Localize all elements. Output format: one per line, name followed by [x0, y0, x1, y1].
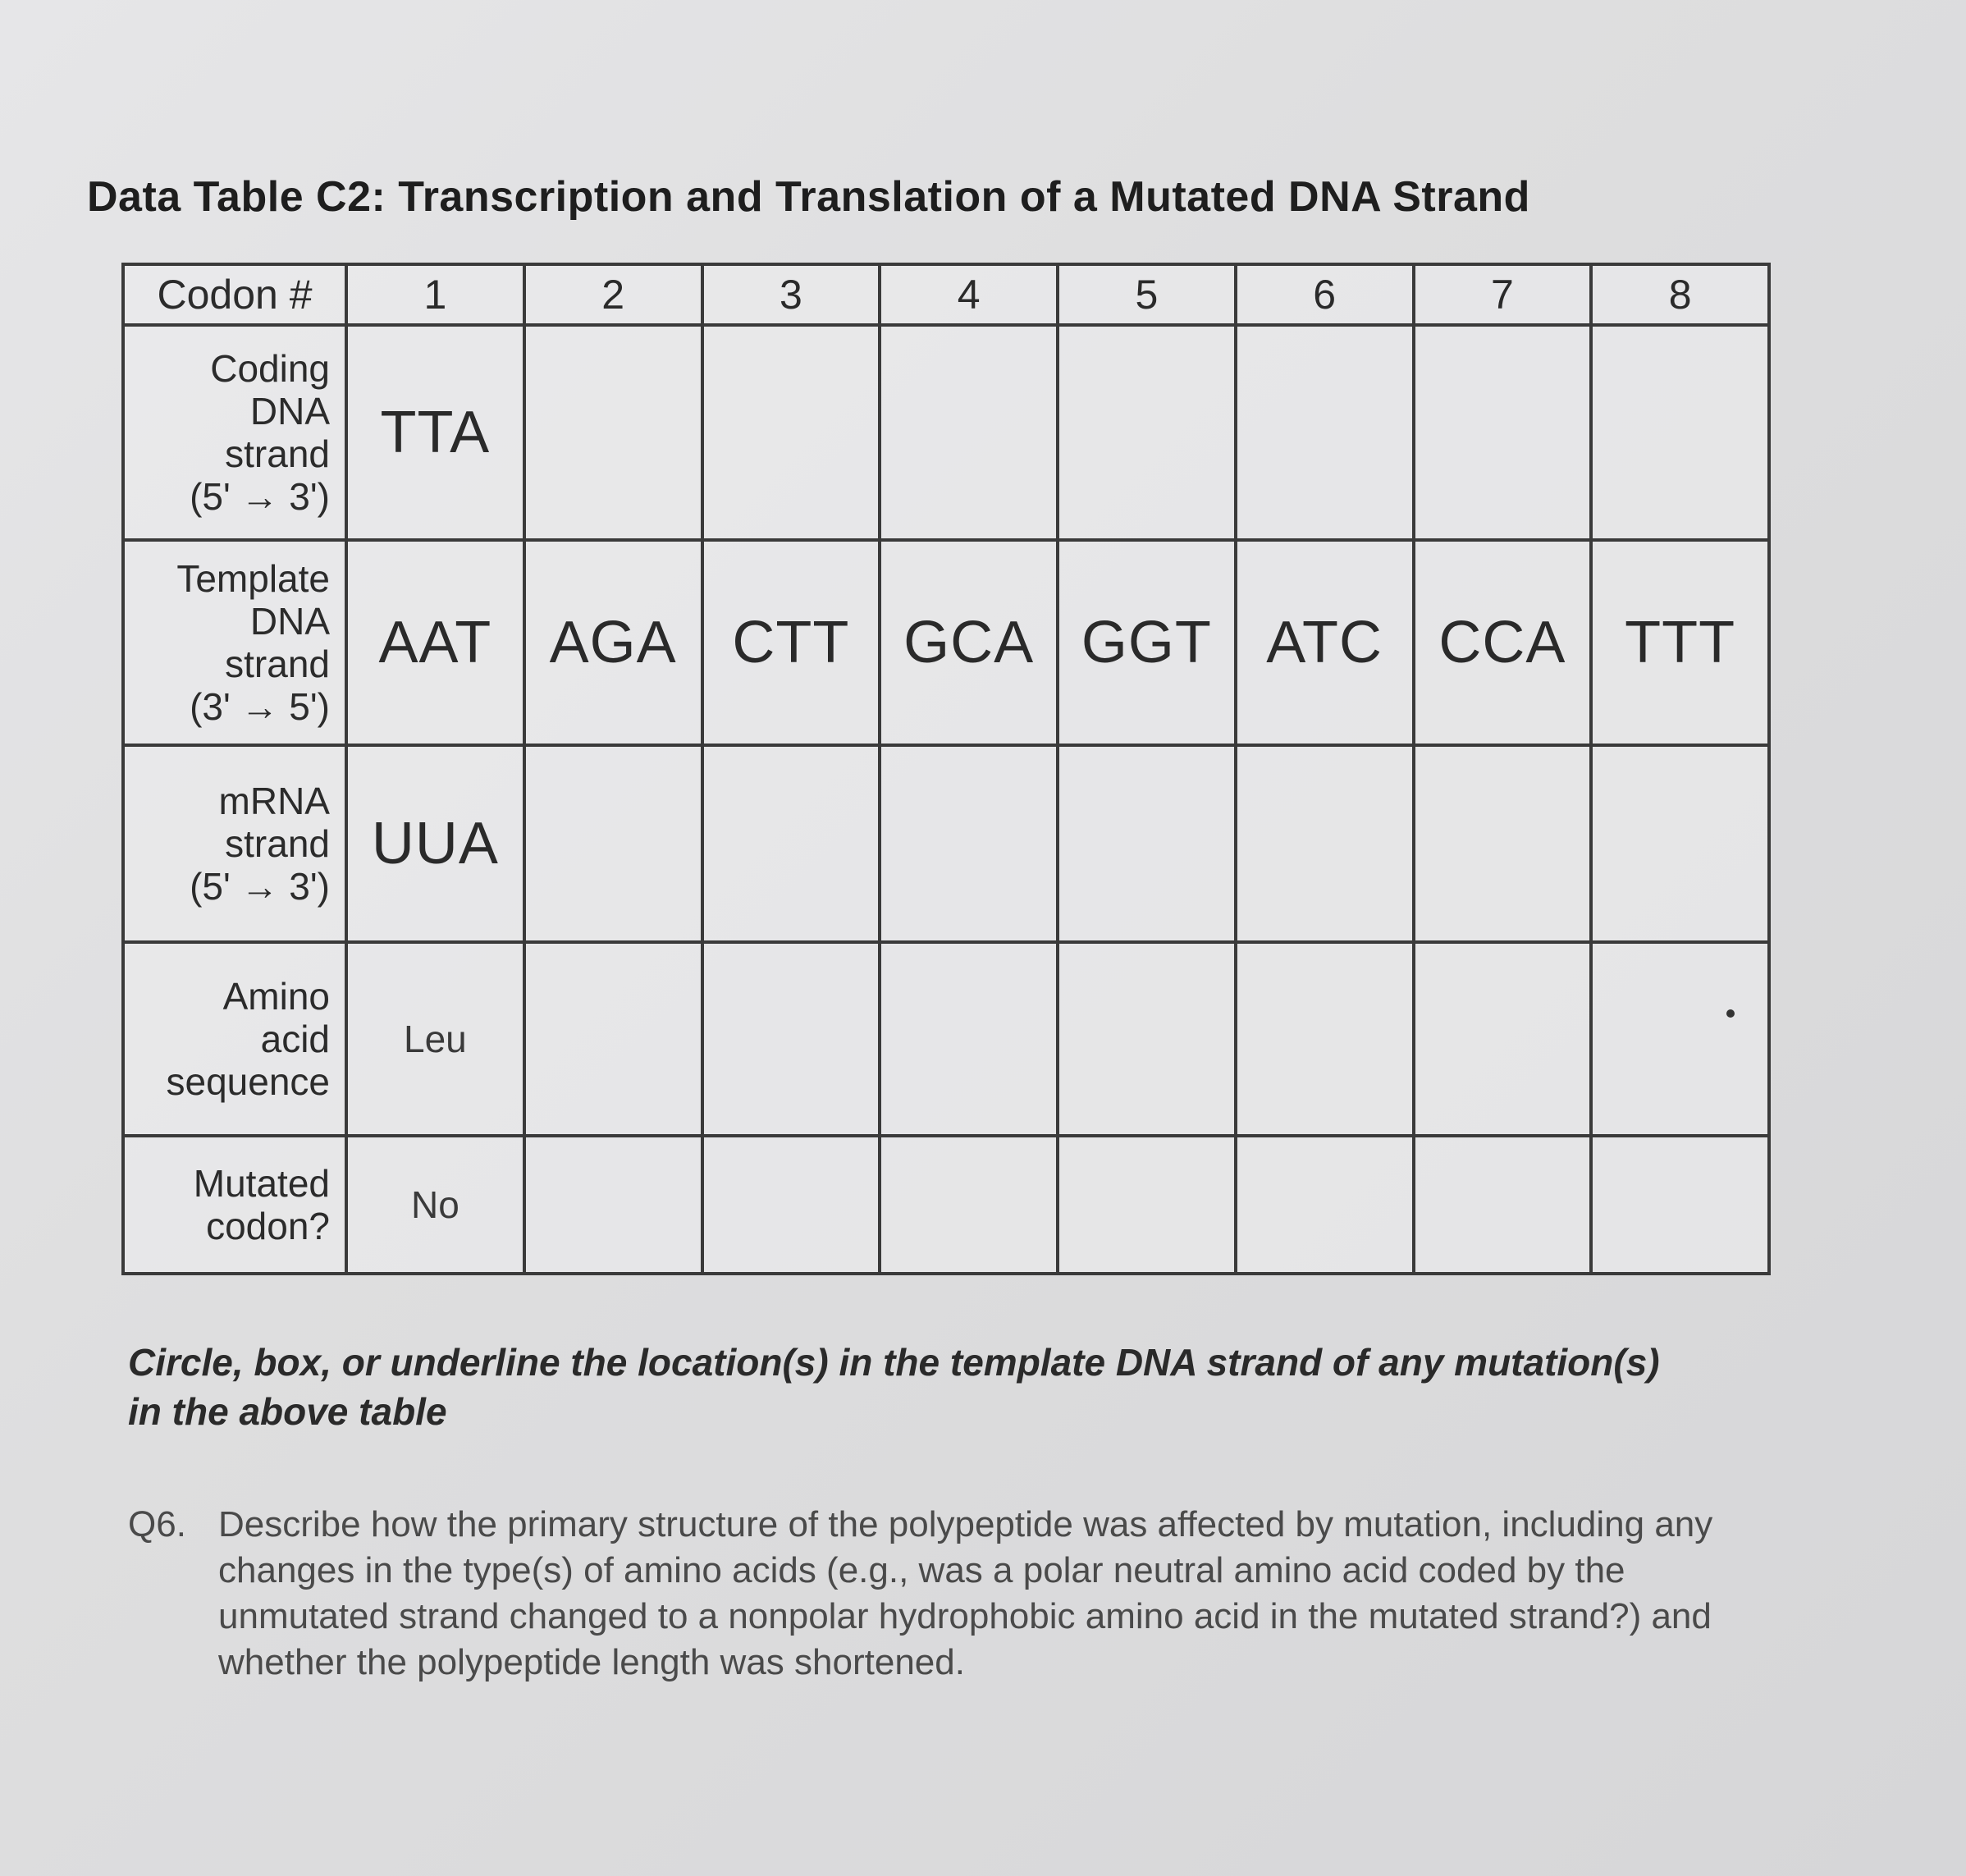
coding-dna-label: Coding DNA strand (5' → 3'): [123, 325, 346, 540]
coding-dna-codon-6[interactable]: [1236, 325, 1414, 540]
mutated-codon-7[interactable]: [1414, 1136, 1592, 1274]
mutated-codon-1[interactable]: No: [346, 1136, 524, 1274]
amino-acid-6[interactable]: [1236, 942, 1414, 1136]
mrna-label: mRNA strand (5' → 3'): [123, 745, 346, 942]
coding-dna-codon-1[interactable]: TTA: [346, 325, 524, 540]
amino-acid-label: Amino acid sequence: [123, 942, 346, 1136]
mutated-codon-5[interactable]: [1058, 1136, 1236, 1274]
coding-dna-row: [123, 325, 1769, 540]
coding-dna-codon-4[interactable]: [880, 325, 1058, 540]
mrna-codon-8[interactable]: [1591, 745, 1769, 942]
mrna-codon-2[interactable]: [524, 745, 702, 942]
amino-acid-1[interactable]: Leu: [346, 942, 524, 1136]
coding-dna-codon-7[interactable]: [1414, 325, 1592, 540]
coding-dna-codon-5[interactable]: [1058, 325, 1236, 540]
instruction-text: Circle, box, or underline the location(s) in the template DNA strand of any mutation(s) in the above table: [128, 1341, 1660, 1433]
amino-acid-4[interactable]: [880, 942, 1058, 1136]
header-row: [123, 264, 1769, 325]
template-dna-codon-3[interactable]: CTT: [702, 540, 880, 745]
mutated-codon-2[interactable]: [524, 1136, 702, 1274]
amino-acid-row: [123, 942, 1769, 1136]
question-text: Describe how the primary structure of the polypeptide was affected by mutation, including any changes in the type(s) of amino acids (e.g., was a polar neutral amino acid coded by the unmutated strand changed to a nonpolar hydrophobic amino acid in the mutated strand?) and whether the polypeptide length was shortened.: [218, 1504, 1713, 1682]
template-dna-codon-5[interactable]: GGT: [1058, 540, 1236, 745]
codon-number-7: 7: [1414, 264, 1592, 325]
codon-number-8: 8: [1591, 264, 1769, 325]
codon-number-6: 6: [1236, 264, 1414, 325]
pen-mark: [1726, 1009, 1735, 1018]
codon-number-4: 4: [880, 264, 1058, 325]
mrna-codon-1[interactable]: UUA: [346, 745, 524, 942]
template-dna-codon-4[interactable]: GCA: [880, 540, 1058, 745]
question-number: Q6.: [128, 1504, 186, 1544]
coding-dna-codon-3[interactable]: [702, 325, 880, 540]
worksheet: [57, 156, 1887, 1814]
mutated-codon-6[interactable]: [1236, 1136, 1414, 1274]
codon-number-5: 5: [1058, 264, 1236, 325]
codon-number-2: 2: [524, 264, 702, 325]
template-dna-codon-2[interactable]: AGA: [524, 540, 702, 745]
codon-header-label: Codon #: [123, 264, 346, 325]
mrna-codon-5[interactable]: [1058, 745, 1236, 942]
template-dna-codon-6[interactable]: ATC: [1236, 540, 1414, 745]
mrna-codon-6[interactable]: [1236, 745, 1414, 942]
template-dna-label: Template DNA strand (3' → 5'): [123, 540, 346, 745]
codon-number-3: 3: [702, 264, 880, 325]
question-6: [128, 1502, 1736, 1686]
template-dna-row: [123, 540, 1769, 745]
mrna-row: [123, 745, 1769, 942]
mutated-codon-label: Mutated codon?: [123, 1136, 346, 1274]
amino-acid-8[interactable]: [1591, 942, 1769, 1136]
amino-acid-2[interactable]: [524, 942, 702, 1136]
mrna-codon-3[interactable]: [702, 745, 880, 942]
data-table: [121, 263, 1771, 1275]
codon-number-1: 1: [346, 264, 524, 325]
mutated-codon-row: [123, 1136, 1769, 1274]
mutated-codon-8[interactable]: [1591, 1136, 1769, 1274]
template-dna-codon-8[interactable]: TTT: [1591, 540, 1769, 745]
template-dna-codon-7[interactable]: CCA: [1414, 540, 1592, 745]
amino-acid-7[interactable]: [1414, 942, 1592, 1136]
amino-acid-5[interactable]: [1058, 942, 1236, 1136]
coding-dna-codon-2[interactable]: [524, 325, 702, 540]
coding-dna-codon-8[interactable]: [1591, 325, 1769, 540]
mutated-codon-3[interactable]: [702, 1136, 880, 1274]
template-dna-codon-1[interactable]: AAT: [346, 540, 524, 745]
mutated-codon-4[interactable]: [880, 1136, 1058, 1274]
mrna-codon-7[interactable]: [1414, 745, 1592, 942]
page-title: Data Table C2: Transcription and Translation of a Mutated DNA Strand: [87, 173, 1530, 221]
mrna-codon-4[interactable]: [880, 745, 1058, 942]
amino-acid-3[interactable]: [702, 942, 880, 1136]
